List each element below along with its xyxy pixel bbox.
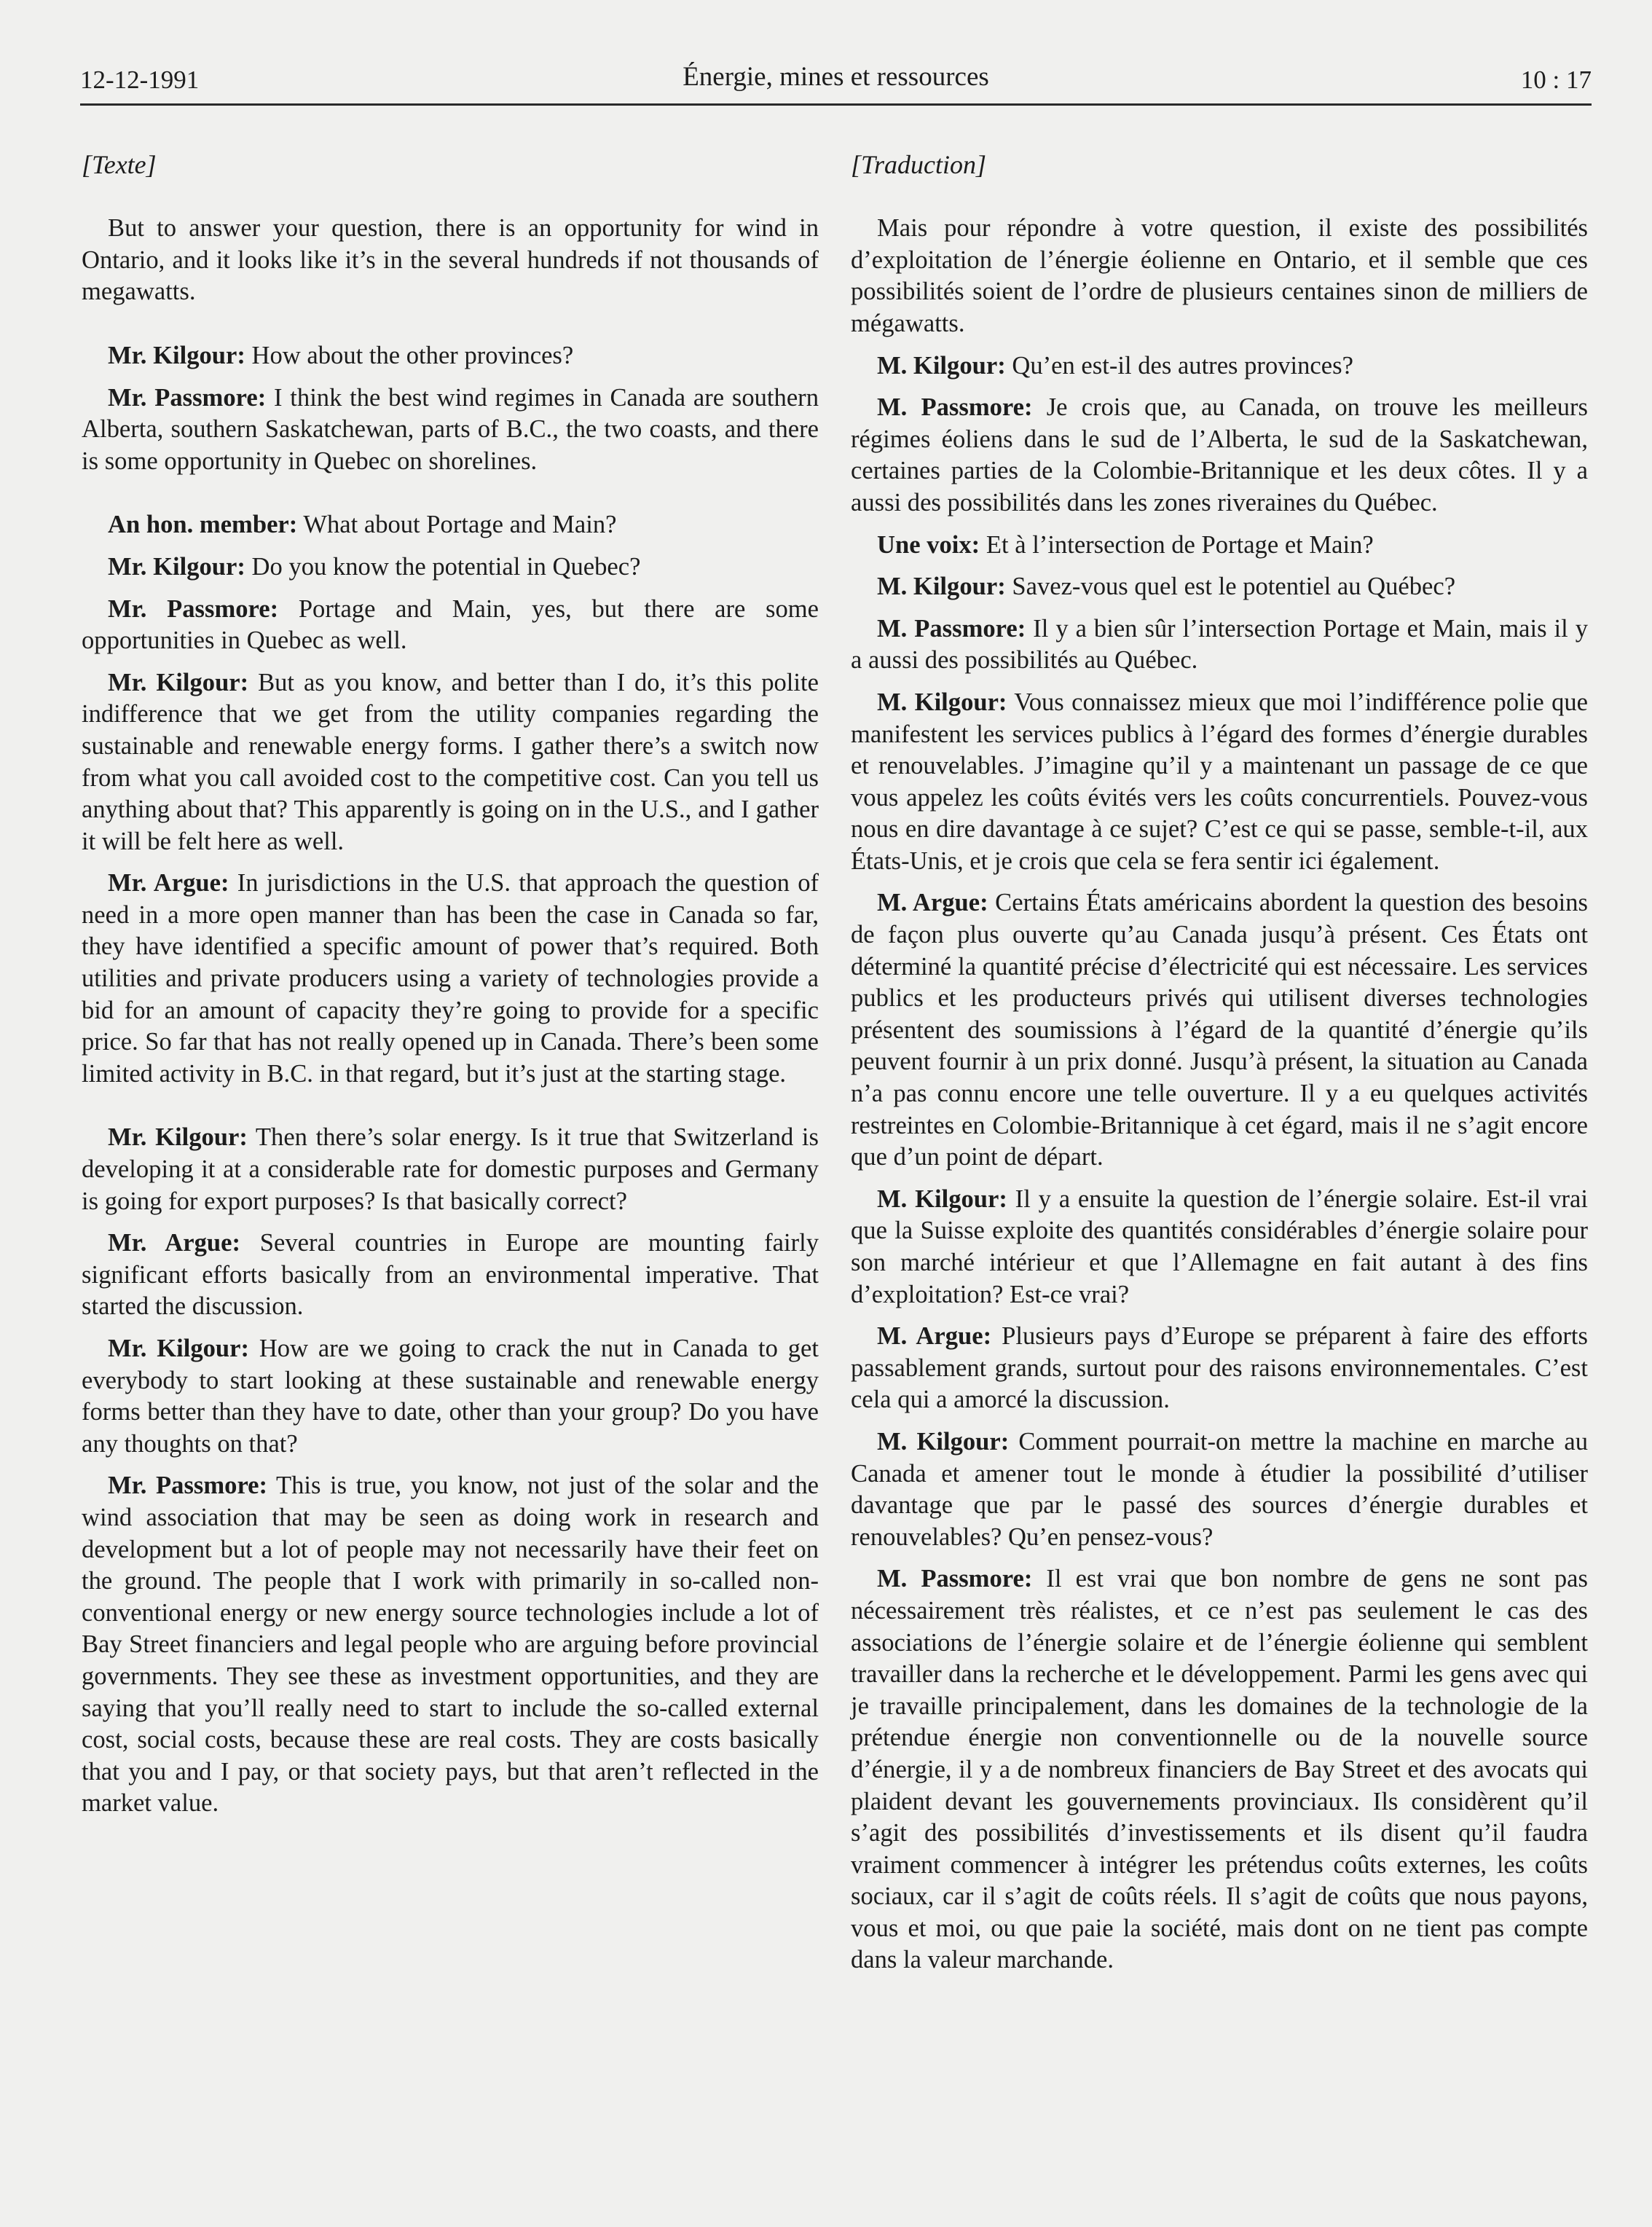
paragraph [82,1470,819,1820]
speaker-name: M. Argue: [877,889,988,917]
speech-text: This is true, you know, not just of the solar and the wind association that may be seen as doing work in research and development but a lot of people may not necessarily have their feet on the ground. The people that I work with primarily in so-called non-conventional energy or new energy source technologies include a lot of Bay Street financiers and legal people who are arguing before provincial governments. They see these as investment opportunities, and they are saying that you’ll really need to start to include the so-called external cost, social costs, because these are real costs. They are costs basically that you and I pay, or that society pays, but that aren’t reflected in the market value. [82,1472,819,1818]
paragraph [851,213,1588,339]
speech-text: Several countries in Europe are mounting fairly significant efforts basically from an environmental imperative. That started the discussion. [82,1229,819,1321]
paragraph [82,1228,819,1323]
paragraph [851,1563,1588,1976]
speech-text: Portage and Main, yes, but there are some opportunities in Quebec as well. [82,594,819,655]
paragraph [82,868,819,1090]
column-label-texte: [Texte] [82,150,157,179]
speech-text: Then there’s solar energy. Is it true that Switzerland is developing it at a considerable rate for domestic purposes and Germany is going for export purposes? Is that basically correct? [82,1123,819,1215]
header-title: Énergie, mines et ressources [683,62,989,92]
paragraph [82,1333,819,1460]
speaker-name: Mr. Passmore: [108,594,279,623]
speaker-name: Une voix: [877,530,980,559]
running-header [80,60,1592,106]
paragraph [82,551,819,584]
paragraph [82,509,819,541]
paragraph [851,392,1588,519]
speaker-name: M. Passmore: [877,393,1033,422]
speech-text: Et à l’intersection de Portage et Main? [980,530,1374,559]
paragraph [851,687,1588,878]
header-date: 12-12-1991 [80,66,200,94]
speech-text: How are we going to crack the nut in Canada to get everybody to start looking at these sustainable and renewable energy forms better than they have to date, other than your group? Do you have any thoughts on that? [82,1335,819,1458]
paragraph [82,382,819,478]
paragraph [851,887,1588,1173]
speaker-name: Mr. Argue: [108,869,229,898]
speech-text: What about Portage and Main? [297,511,617,539]
speaker-name: Mr. Kilgour: [108,1335,250,1362]
speaker-name: M. Kilgour: [877,351,1006,380]
speaker-name: Mr. Kilgour: [108,341,245,369]
speech-text: Savez-vous quel est le potentiel au Québec? [1005,573,1456,601]
speech-text: But as you know, and better than I do, it’s this polite indifference that we get from the utility companies regarding the sustainable and renewable energy forms. I gather there’s a switch now from what you call avoided cost to the competitive cost. Can you tell us anything about that? This apparently is going on in the U.S., and I gather it will be felt here as well. [82,668,819,855]
speaker-name: M. Argue: [877,1322,992,1351]
column-label-traduction: [Traduction] [851,150,987,179]
speaker-name: Mr. Passmore: [108,1472,268,1500]
paragraph [82,667,819,858]
paragraph [851,571,1588,603]
french-column [851,149,1588,1987]
paragraph [851,613,1588,677]
speech-text: Vous connaissez mieux que moi l’indifférence polie que manifestent les services publics à l’égard des formes d’énergie durables et renouvelables. J’imagine qu’il y a maintenant un passage de ce que vous appelez les coûts évités vers les coûts concurrentiels. Pouvez-vous nous en dire davantage à ce sujet? C’est ce qui se passe, semble-t-il, aux États-Unis, et je crois que cela se fera sentir ici également. [851,688,1588,875]
speaker-name: M. Kilgour: [877,1427,1010,1456]
paragraph [851,1321,1588,1416]
speaker-name: M. Kilgour: [877,688,1007,716]
header-page-number: 10 : 17 [1520,66,1592,94]
paragraph [851,350,1588,382]
speaker-name: Mr. Passmore: [108,383,267,412]
speaker-name: Mr. Kilgour: [108,552,245,581]
paragraph [851,1426,1588,1553]
speaker-name: M. Kilgour: [877,573,1006,601]
english-column [82,149,819,1830]
paragraph [851,1184,1588,1311]
speech-text: But to answer your question, there is an opportunity for wind in Ontario, and it looks like it’s in the several hundreds if not thousands of megawatts. [82,214,819,306]
speech-text: In jurisdictions in the U.S. that approach the question of need in a more open manner than has been the case in Canada so far, they have identified a specific amount of power that’s required. Both utilities and private producers using a variety of technologies provide a bid for an amount of capacity they’re going to provide for a specific price. So far that has not really opened up in Canada. There’s been some limited activity in B.C. in that regard, but it’s just at the starting stage. [82,869,819,1088]
speaker-name: An hon. member: [108,511,298,539]
speech-text: Plusieurs pays d’Europe se préparent à faire des efforts passablement grands, surtout pour des raisons environnementales. C’est cela qui a amorcé la discussion. [851,1322,1588,1414]
paragraph [82,340,819,372]
speech-text: Qu’en est-il des autres provinces? [1005,351,1353,380]
paragraph [82,1122,819,1217]
speech-text: Il y a bien sûr l’intersection Portage et Main, mais il y a aussi des possibilités au Québec. [851,614,1588,675]
speech-text: Il est vrai que bon nombre de gens ne sont pas nécessairement très réalistes, et ce n’est pas seulement le cas des associations de l’énergie solaire et de l’énergie éolienne qui semblent travailler dans la recherche et le développement. Parmi les gens avec qui je travaille principalement, dans les domaines de la technologie de la prétendue énergie non conventionnelle ou de la nouvelle source d’énergie, il y a de nombreux financiers de Bay Street et des avocats qui plaident devant les gouvernements provinciaux. Ils considèrent qu’il s’agit des possibilités d’investissements et ils disent qu’il faudra vraiment commencer à intégrer les prétendus coûts externes, les coûts sociaux, car il s’agit de coûts réels. Il s’agit de coûts que nous payons, vous et moi, ou que paie la société, mais dont on ne tient pas compte dans la valeur marchande. [851,1565,1588,1974]
speaker-name: Mr. Kilgour: [108,668,249,696]
speech-text: Certains États américains abordent la question des besoins de façon plus ouverte qu’au Canada jusqu’à présent. Ces États ont déterminé la quantité précise d’électricité qui est nécessaire. Les services publics et les producteurs privés qui utilisent diverses technologies présentent des soumissions à l’égard de la quantité d’énergie qu’ils peuvent fournir à un prix donné. Jusqu’à présent, la situation au Canada n’a pas connu encore une telle ouverture. Il y a eu quelques activités restreintes en Colombie-Britannique à cet égard, mais il ne s’agit encore que d’un point de départ. [851,889,1589,1171]
paragraph [82,594,819,657]
speaker-name: Mr. Argue: [108,1229,240,1257]
speech-text: Do you know the potential in Quebec? [245,552,641,581]
speaker-name: Mr. Kilgour: [108,1123,248,1152]
speech-text: How about the other provinces? [245,341,574,369]
speaker-name: M. Kilgour: [877,1185,1007,1213]
speech-text: Il y a ensuite la question de l’énergie solaire. Est-il vrai que la Suisse exploite des quantités considérables d’énergie solaire pour son marché intérieur et que l’Allemagne en fait autant à des fins d’exploitation? Est-ce vrai? [851,1185,1588,1308]
paragraph [82,213,819,308]
speech-text: Mais pour répondre à votre question, il existe des possibilités d’exploitation de l’énergie éolienne en Ontario, et il semble que ces possibilités soient de l’ordre de plusieurs centaines sinon de milliers de mégawatts. [851,214,1588,337]
speech-text: Comment pourrait-on mettre la machine en marche au Canada et amener tout le monde à étudier la possibilité d’utiliser davantage que par le passé des sources d’énergie durables et renouvelables? Qu’en pensez-vous? [851,1427,1588,1551]
speaker-name: M. Passmore: [877,614,1026,643]
speech-text: I think the best wind regimes in Canada are southern Alberta, southern Saskatchewan, parts of B.C., the two coasts, and there is some opportunity in Quebec on shorelines. [82,383,819,475]
speech-text: Je crois que, au Canada, on trouve les meilleurs régimes éoliens dans le sud de l’Alberta, le sud de la Saskatchewan, certaines parties de la Colombie-Britannique et les deux côtes. Il y a aussi des possibilités dans les zones riveraines du Québec. [851,393,1588,517]
speaker-name: M. Passmore: [877,1565,1033,1593]
paragraph [851,530,1588,562]
